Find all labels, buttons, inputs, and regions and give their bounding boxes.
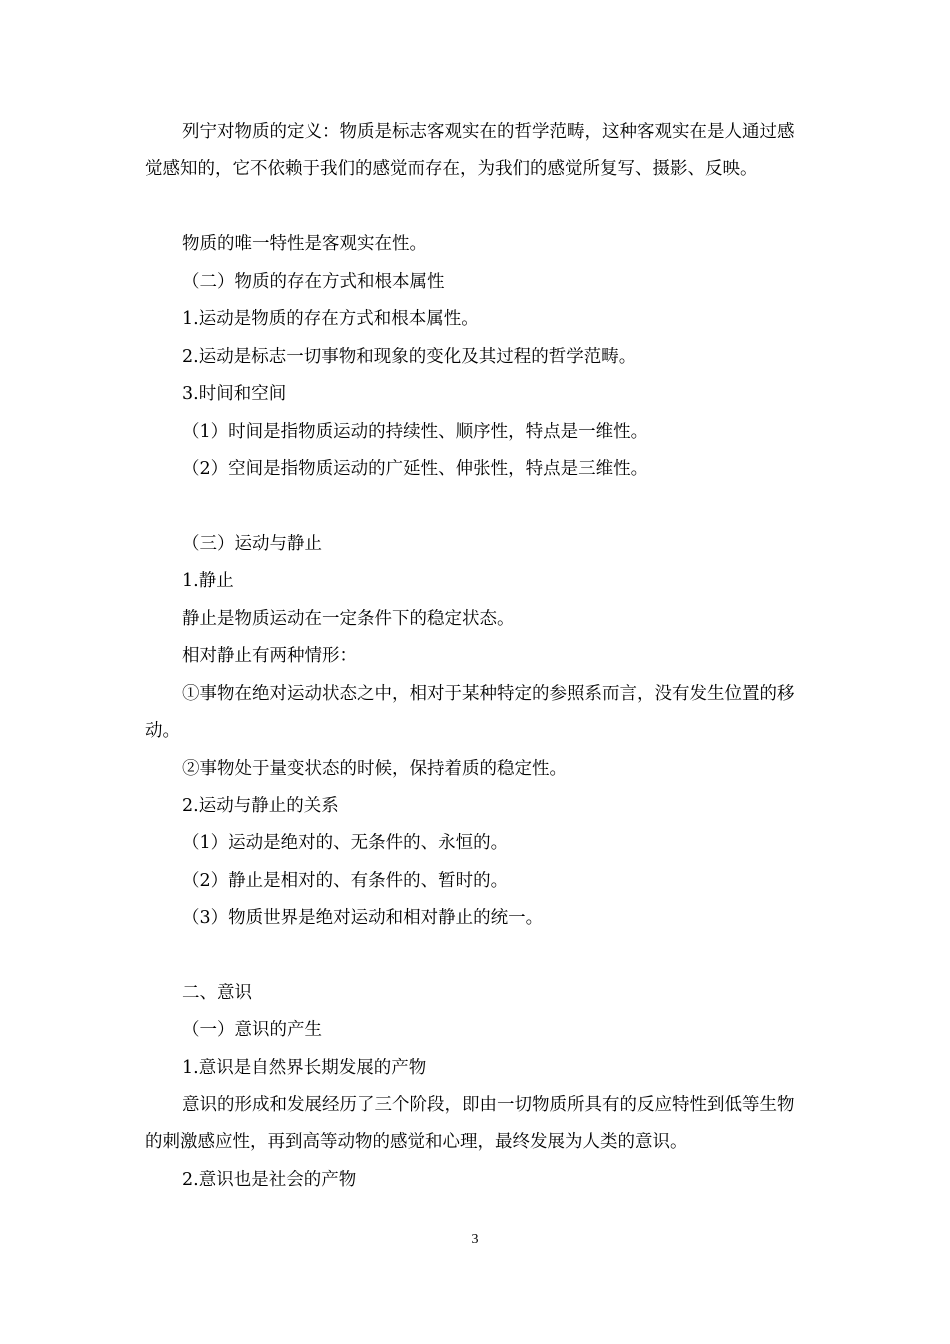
item-time-space: 3.时间和空间 bbox=[182, 384, 287, 404]
paragraph-three-stages: 意识的形成和发展经历了三个阶段，即由一切物质所具有的反应特性到低等生物的刺激感应性，再到高等动物的感觉和心理，最终发展为人类的意识。 bbox=[145, 1095, 795, 1152]
item-nature-product: 1.意识是自然界长期发展的产物 bbox=[182, 1058, 427, 1078]
item-time: （1）时间是指物质运动的持续性、顺序性，特点是一维性。 bbox=[182, 422, 649, 442]
item-motion-rest-relation: 2.运动与静止的关系 bbox=[182, 796, 339, 816]
item-motion-mode: 1.运动是物质的存在方式和根本属性。 bbox=[182, 309, 479, 329]
item-motion-category: 2.运动是标志一切事物和现象的变化及其过程的哲学范畴。 bbox=[182, 347, 637, 367]
paragraph-unique-property: 物质的唯一特性是客观实在性。 bbox=[182, 234, 427, 254]
item-rest-case-2: ②事物处于量变状态的时候，保持着质的稳定性。 bbox=[182, 759, 567, 779]
paragraph-rest-definition: 静止是物质运动在一定条件下的稳定状态。 bbox=[182, 609, 515, 629]
heading-motion-rest: （三）运动与静止 bbox=[182, 534, 322, 554]
page-number: 3 bbox=[471, 1232, 479, 1247]
paragraph-lenin-definition: 列宁对物质的定义：物质是标志客观实在的哲学范畴，这种客观实在是人通过感觉感知的，它不依赖于我们的感觉而存在，为我们的感觉所复写、摄影、反映。 bbox=[145, 122, 795, 179]
item-space: （2）空间是指物质运动的广延性、伸张性，特点是三维性。 bbox=[182, 459, 649, 479]
item-rest-relative: （2）静止是相对的、有条件的、暂时的。 bbox=[182, 871, 509, 891]
heading-consciousness: 二、意识 bbox=[182, 983, 252, 1003]
paragraph-relative-rest: 相对静止有两种情形： bbox=[182, 646, 357, 666]
item-motion-absolute: （1）运动是绝对的、无条件的、永恒的。 bbox=[182, 833, 509, 853]
heading-consciousness-origin: （一）意识的产生 bbox=[182, 1020, 322, 1040]
item-rest-case-1: ①事物在绝对运动状态之中，相对于某种特定的参照系而言，没有发生位置的移动。 bbox=[145, 684, 795, 741]
item-social-product: 2.意识也是社会的产物 bbox=[182, 1170, 357, 1190]
heading-existence-mode: （二）物质的存在方式和根本属性 bbox=[182, 272, 445, 292]
item-rest: 1.静止 bbox=[182, 571, 234, 591]
item-world-unity: （3）物质世界是绝对运动和相对静止的统一。 bbox=[182, 908, 544, 928]
